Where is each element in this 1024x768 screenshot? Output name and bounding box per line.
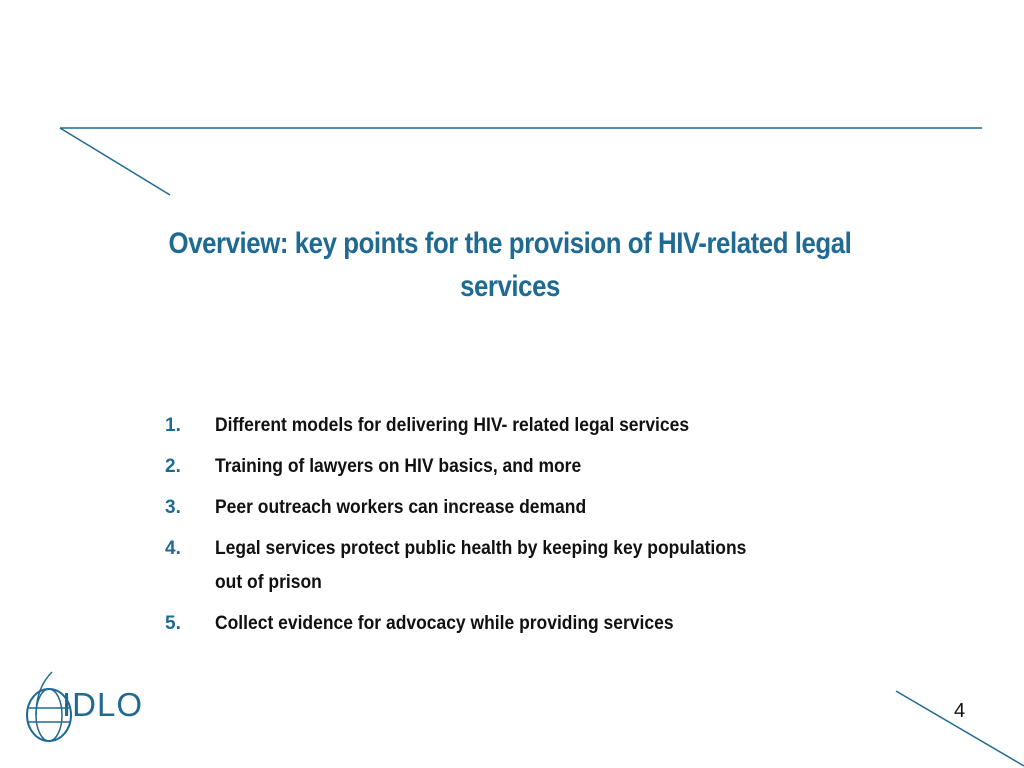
page-number: 4 <box>954 700 966 722</box>
list-item-text-content: Legal services protect public health by keeping key populations out of prison <box>215 538 747 593</box>
list-item <box>165 450 865 484</box>
list-item-text: Collect evidence for advocacy while providing services <box>215 613 674 634</box>
list-item-text <box>215 532 767 600</box>
top-diagonal-rule <box>60 128 170 195</box>
list-item-text: Different models for delivering HIV- related legal services <box>215 415 690 436</box>
list-item-number: 1. <box>165 415 181 436</box>
list-item <box>165 491 865 525</box>
list-item <box>165 409 865 443</box>
slide-title: Overview: key points for the provision of HIV-related legal services <box>168 227 852 303</box>
list-item <box>165 607 865 641</box>
list-item-text: Training of lawyers on HIV basics, and more <box>215 456 582 477</box>
list-item-number: 2. <box>165 456 181 477</box>
list-item-number: 5. <box>165 613 181 634</box>
key-points-list <box>165 409 865 648</box>
logo-text: IDLO <box>62 686 144 723</box>
idlo-logo <box>22 668 147 758</box>
list-item-number: 3. <box>165 497 181 518</box>
list-item-number: 4. <box>165 538 181 559</box>
list-item-text: Peer outreach workers can increase demand <box>215 497 587 518</box>
list-item <box>165 532 865 600</box>
